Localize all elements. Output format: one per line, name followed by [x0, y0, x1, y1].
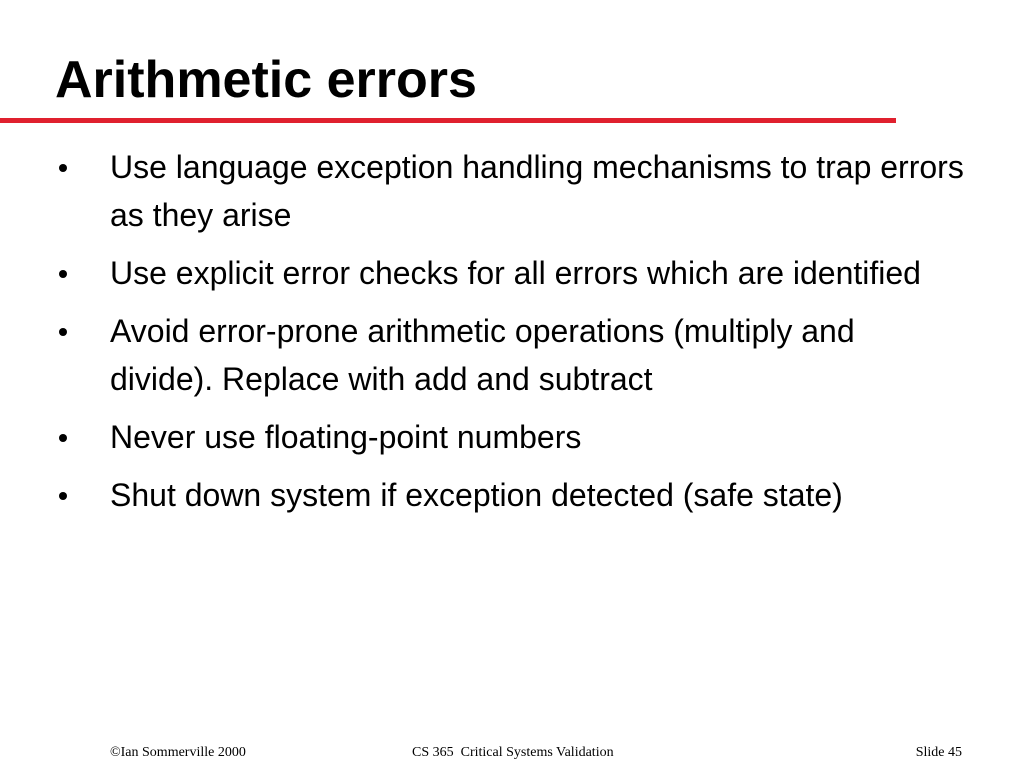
footer-slide-number: Slide 45: [915, 745, 962, 760]
footer-copyright: ©Ian Sommerville 2000: [110, 745, 246, 760]
bullet-item: [0, 471, 1024, 519]
title-underline: [0, 118, 896, 123]
slide-footer: [0, 743, 1024, 763]
bullet-dot-icon: [59, 270, 67, 278]
bullet-item: [0, 249, 1024, 297]
slide-title: Arithmetic errors: [55, 51, 477, 109]
bullet-dot-icon: [59, 434, 67, 442]
bullet-text: Avoid error-prone arithmetic operations (multiply and divide). Replace with add and subtract: [110, 313, 855, 397]
bullet-text: Use language exception handling mechanisms to trap errors as they arise: [110, 149, 964, 233]
bullet-item: [0, 307, 1024, 403]
bullet-text: Use explicit error checks for all errors which are identified: [110, 255, 921, 291]
footer-course-title: CS 365 Critical Systems Validation: [412, 745, 614, 760]
bullet-list: [0, 143, 1024, 529]
bullet-dot-icon: [59, 328, 67, 336]
bullet-dot-icon: [59, 164, 67, 172]
bullet-dot-icon: [59, 492, 67, 500]
bullet-item: [0, 143, 1024, 239]
bullet-text: Shut down system if exception detected (safe state): [110, 477, 843, 513]
bullet-text: Never use floating-point numbers: [110, 419, 582, 455]
bullet-item: [0, 413, 1024, 461]
